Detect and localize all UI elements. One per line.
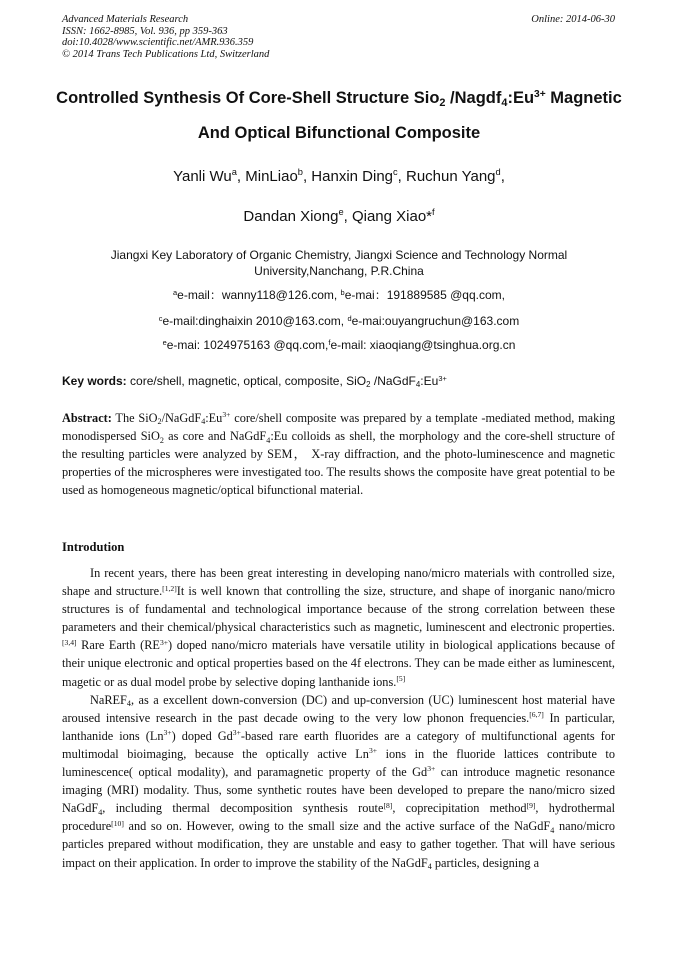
doi: doi:10.4028/www.scientific.net/AMR.936.359 <box>62 37 254 49</box>
paper-title-line-2: And Optical Bifunctional Composite <box>197 124 481 142</box>
journal-name: Advanced Materials Research <box>62 14 189 25</box>
abstract: Abstract: The $SiO_2/NaGdF_4:Eu^{3+}$ core/shell composite was prepared by a template -mediated method, making monodispersed SiO$_2$ as core and NaGdF$_4$:Eu colloids as shell, the morphology and the core-shell structure of the resulting particles were analyzed by SEM， X-ray diffraction, and the photo-luminescence and magnetic properties of the microspheres were investigated too. The results shows the composite have great potential to be used as homogeneous magnetic/optical bifunctional material. <box>62 410 615 498</box>
section-heading-introduction: Introdution <box>62 540 125 554</box>
email-line-3: $^e$e-mai: 1024975163 @qq.com,$^f$e-mail: xiaoqiang@tsinghua.org.cn <box>162 337 516 352</box>
copyright: © 2014 Trans Tech Publications Ltd, Switzerland <box>62 48 270 60</box>
journal-header <box>62 14 615 60</box>
issn: ISSN: 1662-8985, Vol. 936, pp 359-363 <box>62 25 228 37</box>
affiliation: Jiangxi Key Laboratory of Organic Chemistry, Jiangxi Science and Technology Normal University,Nanchang, P.R.China <box>110 248 568 278</box>
abstract-label: Abstract: <box>62 411 112 425</box>
keywords: Key words: core/shell, magnetic, optical, composite, SiO$_2$ $/NaGdF_4:Eu^{3+}$ <box>62 373 447 390</box>
paper-title-line-1: Controlled Synthesis Of Core-Shell Structure Sio$_2$ $/Nagdf_4:Eu^{3+}$ Magnetic <box>56 88 622 110</box>
introduction-body <box>62 564 615 872</box>
intro-paragraph-2: NaREF$_4$, as a excellent down-conversion (DC) and up-conversion (UC) luminescent host material have aroused intensive research in the past decade owing to the very low phonon frequencies.[6,7] In particular, lanthanide ions $(Ln^{3+})$ doped $Gd^{3+}$-based rare earth fluorides are a category of multifunctional agents for multimodal bioimaging, because the optically active $Ln^{3+}$ ions in the fluoride lattices contribute to luminescence( optical modality), and paramagnetic property of the $Gd^{3+}$ can introduce magnetic resonance imaging (MRI) modality. Thus, some synthetic routes have been developed to prepare the nano/micro sized NaGdF$_4$, including thermal decomposition synthesis route[8], coprecipitation method[9], hydrothermal procedure[10] and so on. However, owing to the small size and the active surface of the NaGdF$_4$ nano/micro particles prepared without modification, they are unstable and easy to gather together. That will have serious impact on their application. In order to improve the stability of the NaGdF$_4$ particles, designing a <box>62 692 616 871</box>
email-line-1: $^a$e-mail：wanny118@126.com, $^b$e-mai：191889585 @qq.com, <box>173 287 505 302</box>
intro-paragraph-1: In recent years, there has been great interesting in developing nano/micro materials with controlled size, shape and structure.[1,2]It is well known that controlling the size, structure, and shape of inorganic nano/micro structures is of fundamental and technological importance because of the strong correlation between these parameters and their chemical/physical characteristics such as magnetic, luminescent and electronic properties.[3,4] Rare Earth $(RE^{3+})$ doped nano/micro materials have versatile utility in biological applications because of their unique electronic and optical properties based on the 4f electrons. They can be made either as luminescent, magetic or as dual model probe by selective doping lanthanide ions.[5] <box>62 566 616 689</box>
online-date: Online: 2014-06-30 <box>531 14 615 25</box>
email-line-2: $^c$e-mail:dinghaixin 2010@163.com, $^d$e-mai:ouyangruchun@163.com <box>158 313 520 328</box>
authors-line-1: Yanli Wu$^a$, MinLiao$^b$, Hanxin Ding$^c$, Ruchun Yang$^d$, <box>173 167 505 185</box>
keywords-label: Key words: <box>62 374 127 388</box>
authors-line-2: Dandan Xiong$^e$, Qiang Xiao*$^f$ <box>243 207 435 225</box>
